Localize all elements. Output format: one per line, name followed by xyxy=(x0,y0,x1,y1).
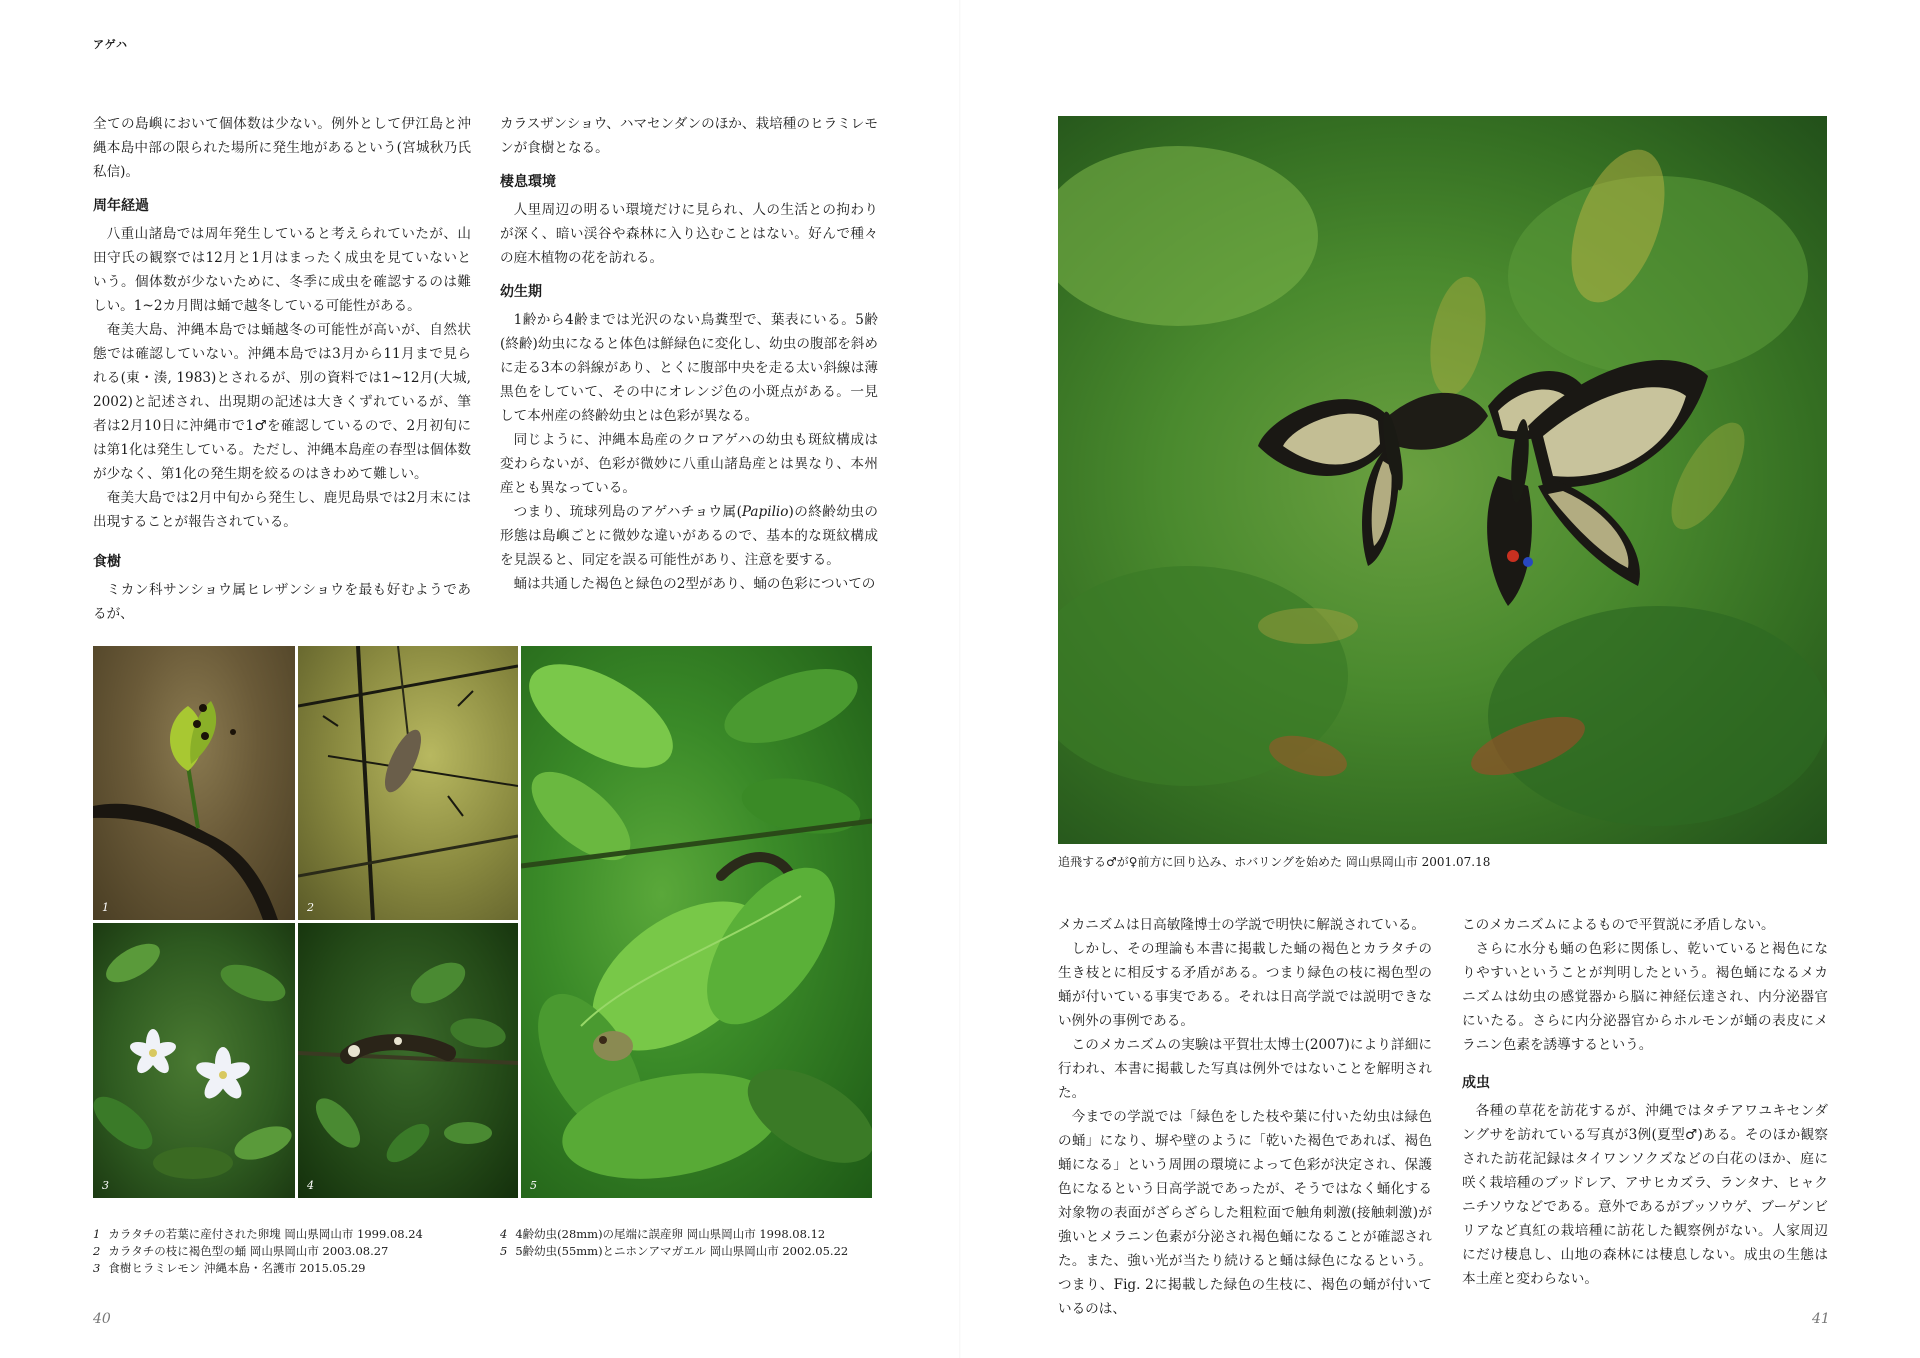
food-continued: カラスザンショウ、ハマセンダンのほか、栽培種のヒラミレモンが食樹となる。 xyxy=(500,116,878,156)
leaves-frog-illustration xyxy=(521,646,872,1198)
larva-paragraph-3 xyxy=(500,500,878,572)
butterfly-left xyxy=(1258,393,1488,566)
left-column-2 xyxy=(500,112,878,596)
captions-left-a xyxy=(93,1226,423,1277)
photo-number-1: 1 xyxy=(102,901,109,914)
photo-brown-pupa xyxy=(298,646,518,920)
mech-paragraph-1: メカニズムは日高敏隆博士の学説で明快に解説されている。 xyxy=(1058,917,1426,933)
page-number-left: 40 xyxy=(93,1311,111,1327)
cycle-paragraph-2: 奄美大島、沖縄本島では蛹越冬の可能性が高いが、自然状態では確認していない。沖縄本島では3月から11月まで見られる(東・湊, 1983)とされるが、別の資料では1~12月(大城, 2002)と記述され、出現期の記述は大きくずれているが、筆者は2月10日に沖縄市で1♂を確認しているので、2月初旬には第1化は発生している。ただし、沖縄本島産の春型は個体数が少なく、第1化の発生期を絞るのはきわめて難しい。 xyxy=(93,322,471,482)
running-head: アゲハ xyxy=(93,38,129,51)
photo-egg-mass xyxy=(93,646,295,920)
caption-5: 5 5齢幼虫(55mm)とニホンアマガエル 岡山県岡山市 2002.05.22 xyxy=(500,1244,849,1258)
gutter-shadow xyxy=(959,0,961,1358)
caption-4: 4 4齢幼虫(28mm)の尾端に誤産卵 岡山県岡山市 1998.08.12 xyxy=(500,1227,826,1241)
pupa-branch-illustration xyxy=(298,646,518,920)
mech-paragraph-6: さらに水分も蛹の色彩に関係し、乾いていると褐色になりやすいということが判明したという。褐色蛹になるメカニズムは幼虫の感覚器から脳に神経伝達され、内分泌器官にいたる。さらに内分泌器官からホルモンが蛹の表皮にメラニン色素を誘導するという。 xyxy=(1462,941,1828,1053)
photo-5th-instar-larva-with-frog xyxy=(521,646,872,1198)
right-column-2 xyxy=(1462,913,1828,1291)
larva-p3-b: )の終齢幼虫の形態は島嶼ごとに微妙な違いがあるので、基本的な斑紋構成を見誤ると、同定を誤る可能性があり、注意を要する。 xyxy=(500,504,879,568)
photo-number-5: 5 xyxy=(530,1179,537,1192)
flowers-illustration xyxy=(93,923,295,1198)
mech-paragraph-5: このメカニズムによるもので平賀説に矛盾しない。 xyxy=(1462,917,1775,933)
heading-food: 食樹 xyxy=(93,554,121,570)
caption-2: 2 カラタチの枝に褐色型の蛹 岡山県岡山市 2003.08.27 xyxy=(93,1244,389,1258)
right-column-1 xyxy=(1058,913,1432,1321)
butterfly-right xyxy=(1487,360,1708,606)
cycle-paragraph-3: 奄美大島では2月中旬から発生し、鹿児島県では2月末には出現することが報告されている。 xyxy=(93,490,471,530)
larva-illustration xyxy=(298,923,518,1198)
photo-4th-instar-larva xyxy=(298,923,518,1198)
photo-host-plant-flowers xyxy=(93,923,295,1198)
larva-paragraph-1: 1齢から4齢までは光沢のない鳥糞型で、葉表にいる。5齢(終齢)幼虫になると体色は鮮緑色に変化し、幼虫の腹部を斜めに走る3本の斜線があり、とくに腹部中央を走る太い斜線は薄黒色をしていて、その中にオレンジ色の小斑点がある。一見して本州産の終齢幼虫とは色彩が異なる。 xyxy=(500,312,878,424)
larva-paragraph-4: 蛹は共通した褐色と緑色の2型があり、蛹の色彩についての xyxy=(513,576,876,592)
adult-paragraph-1: 各種の草花を訪花するが、沖縄ではタチアワユキセンダングサを訪れている写真が3例(夏型♂)ある。そのほか観察された訪花記録はタイワンソクズなどの白花のほか、庭に咲く栽培種のブッドレア、アサヒカズラ、ランタナ、ヒャクニチソウなどである。意外であるがブッソウゲ、ブーゲンビリアなど真紅の栽培種に訪花した観察例がない。人家周辺にだけ棲息し、山地の森林には棲息しない。成虫の生態は本土産と変わらない。 xyxy=(1462,1103,1828,1287)
heading-habitat: 棲息環境 xyxy=(500,174,556,190)
photo-butterflies-hovering xyxy=(1058,116,1827,844)
left-column-1 xyxy=(93,112,471,626)
larva-p3-a: つまり、琉球列島のアゲハチョウ属( xyxy=(513,504,742,520)
cycle-paragraph-1: 八重山諸島では周年発生していると考えられていたが、山田守氏の観察では12月と1月はまったく成虫を見ていないという。個体数が少ないために、冬季に成虫を確認するのは難しい。1~2カ月間は蛹で越冬している可能性がある。 xyxy=(93,226,471,314)
mech-paragraph-2: しかし、その理論も本書に掲載した蛹の褐色とカラタチの生き枝とに相反する矛盾がある。つまり緑色の枝に褐色型の蛹が付いている事実である。それは日高学説では説明できない例外の事例である。 xyxy=(1058,941,1432,1029)
genus-name: Papilio xyxy=(741,504,789,520)
mech-paragraph-4: 今までの学説では「緑色をした枝や葉に付いた幼虫は緑色の蛹」になり、塀や壁のように「乾いた褐色であれば、褐色蛹になる」という周囲の環境によって色彩が決定され、保護色になるという日高学説であったが、そうではなく蛹化する対象物の表面がざらざらした粗粒面で触角刺激(接触刺激)が強いとメラニン色素が分泌され褐色蛹になることが確認された。また、強い光が当たり続けると蛹は緑色になるという。つまり、Fig. 2に掲載した緑色の生枝に、褐色の蛹が付いているのは、 xyxy=(1058,1109,1432,1317)
butterflies-illustration xyxy=(1058,116,1827,844)
mech-paragraph-3: このメカニズムの実験は平賀壮太博士(2007)により詳細に行われ、本書に掲載した写真は例外ではないことを解明された。 xyxy=(1058,1037,1432,1101)
food-paragraph-1: ミカン科サンショウ属ヒレザンショウを最も好むようであるが、 xyxy=(93,582,471,622)
intro-paragraph: 全ての島嶼において個体数は少ない。例外として伊江島と沖縄本島中部の限られた場所に発生地があるという(宮城秋乃氏私信)。 xyxy=(93,116,471,180)
egg-leaf-illustration xyxy=(93,646,295,920)
page-number-right: 41 xyxy=(1812,1311,1830,1327)
heading-cycle: 周年経過 xyxy=(93,198,149,214)
captions-left-b xyxy=(500,1226,848,1260)
photo-number-4: 4 xyxy=(307,1179,314,1192)
caption-1: 1 カラタチの若葉に産付された卵塊 岡山県岡山市 1999.08.24 xyxy=(93,1227,423,1241)
main-photo-caption: 追飛する♂が♀前方に回り込み、ホバリングを始めた 岡山県岡山市 2001.07.18 xyxy=(1058,855,1491,869)
photo-number-2: 2 xyxy=(307,901,314,914)
habitat-paragraph-1: 人里周辺の明るい環境だけに見られ、人の生活との拘わりが深く、暗い渓谷や森林に入り込むことはない。好んで種々の庭木植物の花を訪れる。 xyxy=(500,202,878,266)
larva-paragraph-2: 同じように、沖縄本島産のクロアゲハの幼虫も斑紋構成は変わらないが、色彩が微妙に八重山諸島産とは異なり、本州産とも異なっている。 xyxy=(500,432,878,496)
heading-adult: 成虫 xyxy=(1462,1075,1490,1091)
photo-number-3: 3 xyxy=(102,1179,109,1192)
caption-3: 3 食樹ヒラミレモン 沖縄本島・名護市 2015.05.29 xyxy=(93,1261,366,1275)
heading-larva: 幼生期 xyxy=(500,284,542,300)
